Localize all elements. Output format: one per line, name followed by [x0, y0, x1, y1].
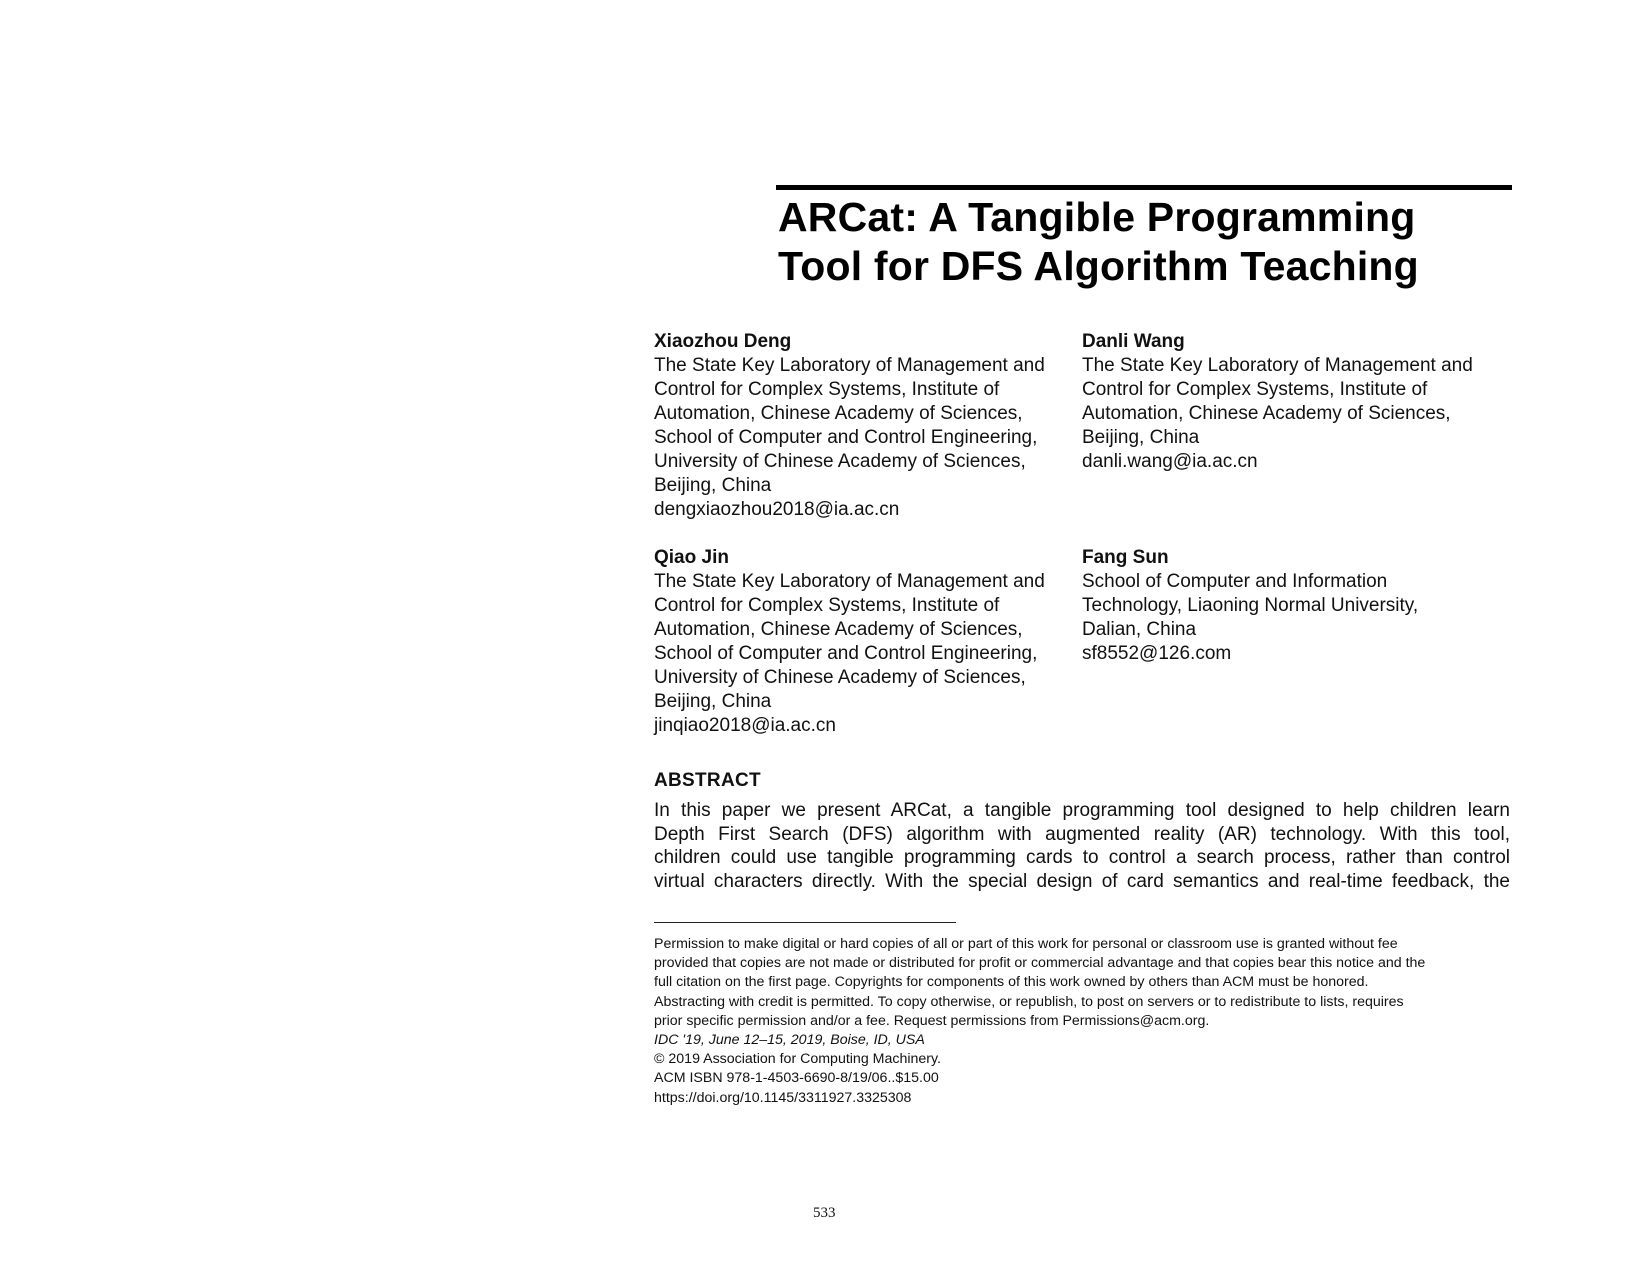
affiliation-line: School of Computer and Information [1082, 571, 1388, 592]
abstract-line: Depth First Search (DFS) algorithm with augmented reality (AR) technology. With this tool, [654, 823, 1510, 845]
permission-line: Abstracting with credit is permitted. To copy otherwise, or republish, to post on servers or to redistribute to lists, requires [654, 993, 1404, 1010]
conference-info: IDC '19, June 12–15, 2019, Boise, ID, USA [654, 1032, 925, 1049]
author-entry [654, 330, 1082, 522]
affiliation-line: Automation, Chinese Academy of Sciences, [654, 619, 1023, 640]
affiliation-line: Beijing, China [1082, 427, 1200, 448]
author-entry [1082, 330, 1512, 522]
abstract-line: virtual characters directly. With the special design of card semantics and real-time feedback, the [654, 870, 1510, 892]
abstract-body [654, 799, 1510, 893]
copyright-footnote [654, 935, 1514, 1108]
abstract-heading: ABSTRACT [654, 770, 761, 791]
title-rule [776, 185, 1512, 190]
title-line: ARCat: A Tangible Programming [778, 194, 1416, 240]
affiliation-line: The State Key Laboratory of Management and [654, 571, 1045, 592]
author-email: sf8552@126.com [1082, 643, 1232, 664]
copyright-notice: © 2019 Association for Computing Machinery. [654, 1051, 941, 1068]
affiliation-line: Automation, Chinese Academy of Sciences, [1082, 403, 1451, 424]
affiliation-line: School of Computer and Control Engineering, [654, 427, 1038, 448]
author-name: Xiaozhou Deng [654, 331, 792, 352]
author-block [654, 330, 1514, 738]
affiliation-line: Control for Complex Systems, Institute of [654, 595, 1000, 616]
affiliation-line: Automation, Chinese Academy of Sciences, [654, 403, 1023, 424]
title-line: Tool for DFS Algorithm Teaching [778, 243, 1419, 289]
affiliation-line: School of Computer and Control Engineering, [654, 643, 1038, 664]
permission-line: Permission to make digital or hard copies of all or part of this work for personal or classroom use is granted without fee [654, 936, 1398, 952]
affiliation-line: The State Key Laboratory of Management and [654, 355, 1045, 376]
author-name: Fang Sun [1082, 547, 1169, 568]
doi-link[interactable]: https://doi.org/10.1145/3311927.3325308 [654, 1089, 912, 1106]
paper-title [778, 193, 1518, 291]
permission-line: provided that copies are not made or distributed for profit or commercial advantage and that copies bear this notice and the [654, 955, 1426, 972]
footnote-rule [654, 922, 956, 923]
isbn: ACM ISBN 978-1-4503-6690-8/19/06..$15.00 [654, 1070, 939, 1087]
abstract-line: In this paper we present ARCat, a tangible programming tool designed to help children learn [654, 800, 1510, 821]
abstract-line: children could use tangible programming cards to control a search process, rather than control [654, 847, 1510, 869]
author-name: Danli Wang [1082, 331, 1185, 352]
affiliation-line: Control for Complex Systems, Institute of [1082, 379, 1428, 400]
affiliation-line: University of Chinese Academy of Sciences, [654, 667, 1026, 688]
affiliation-line: Beijing, China [654, 475, 772, 496]
affiliation-line: The State Key Laboratory of Management and [1082, 355, 1473, 376]
author-entry [654, 546, 1082, 738]
author-email: danli.wang@ia.ac.cn [1082, 451, 1258, 472]
affiliation-line: University of Chinese Academy of Sciences, [654, 451, 1026, 472]
author-name: Qiao Jin [654, 547, 729, 568]
author-email: jinqiao2018@ia.ac.cn [654, 715, 836, 736]
author-entry [1082, 546, 1512, 738]
affiliation-line: Beijing, China [654, 691, 772, 712]
affiliation-line: Dalian, China [1082, 619, 1197, 640]
affiliation-line: Technology, Liaoning Normal University, [1082, 595, 1419, 616]
permission-line: prior specific permission and/or a fee. Request permissions from Permissions@acm.org. [654, 1012, 1210, 1029]
author-email: dengxiaozhou2018@ia.ac.cn [654, 499, 900, 520]
permission-line: full citation on the first page. Copyrights for components of this work owned by others than ACM must be honored. [654, 974, 1369, 991]
affiliation-line: Control for Complex Systems, Institute of [654, 379, 1000, 400]
page-number: 533 [813, 1205, 836, 1221]
